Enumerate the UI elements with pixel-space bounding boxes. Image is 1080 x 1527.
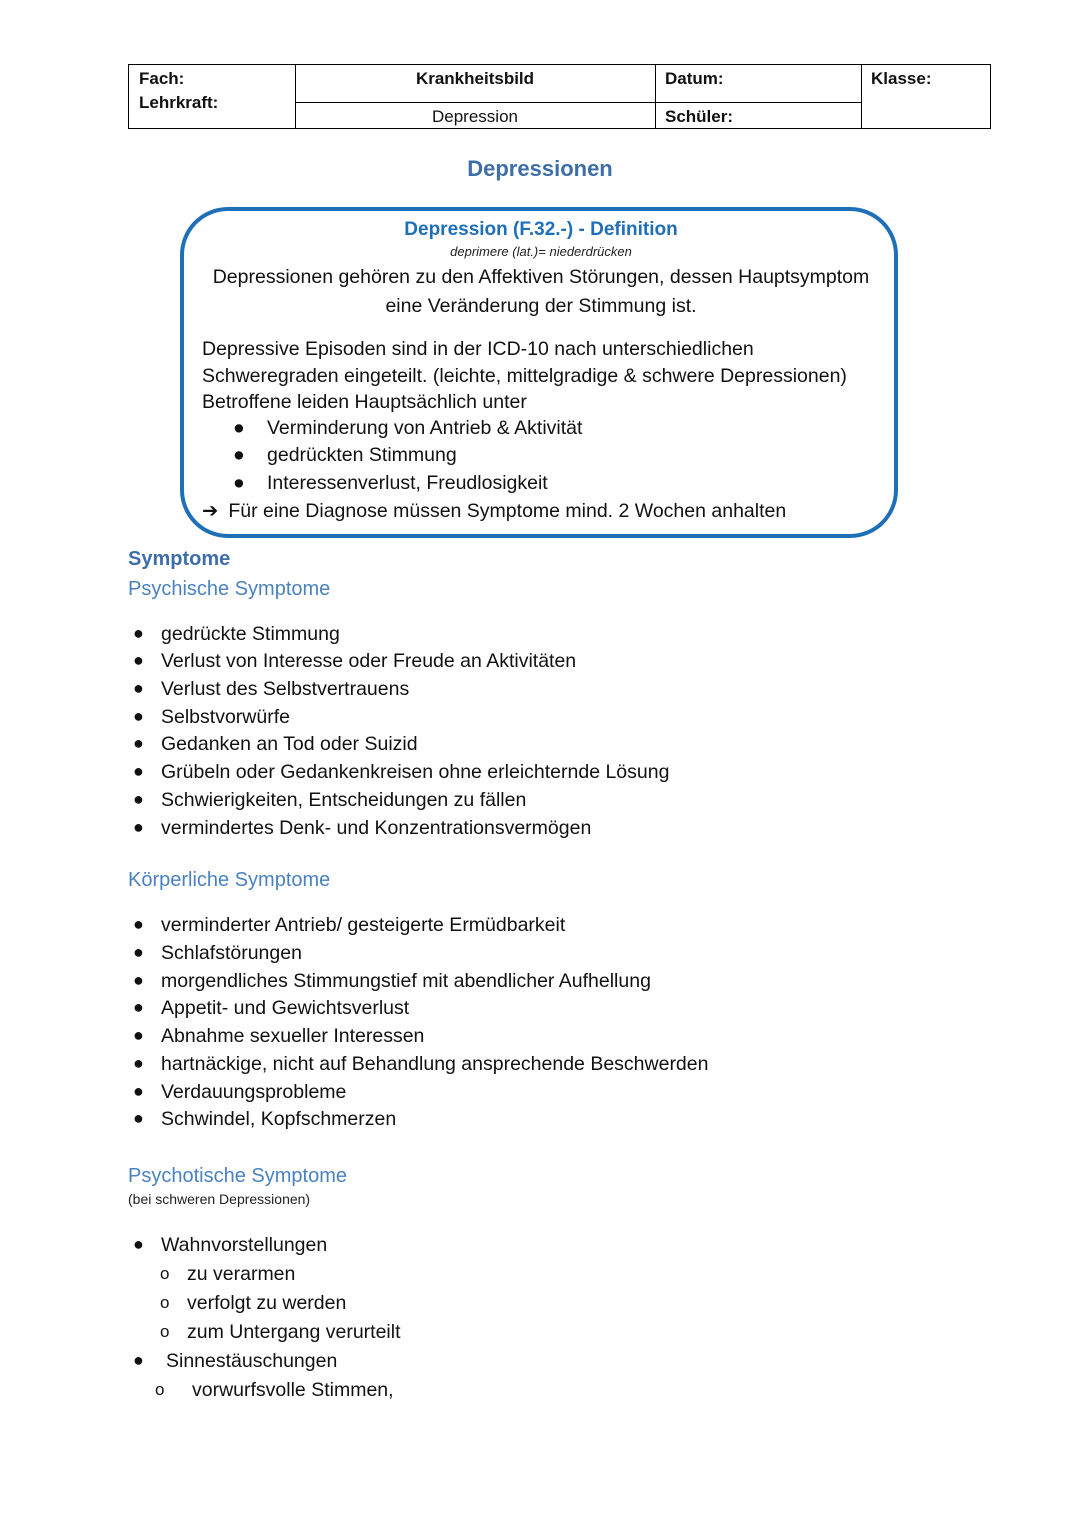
bullet-icon: ●: [133, 761, 144, 781]
list-item: ● morgendliches Stimmungstief mit abendlicher Aufhellung: [161, 968, 651, 994]
list-item: ● Gedanken an Tod oder Suizid: [161, 731, 418, 757]
bullet-icon: ●: [233, 472, 245, 494]
list-item: ● Grübeln oder Gedankenkreisen ohne erleichternde Lösung: [161, 759, 669, 785]
bullet-icon: ●: [133, 733, 144, 753]
bullet-icon: ●: [133, 942, 144, 962]
circle-bullet-icon: o: [160, 1293, 170, 1312]
symptoms-heading: Symptome: [128, 548, 231, 570]
bullet-icon: ●: [133, 1053, 144, 1073]
list-item: ● Verdauungsprobleme: [161, 1079, 346, 1105]
header-divider: [655, 65, 656, 128]
header-divider: [295, 102, 861, 103]
list-item: ● Appetit- und Gewichtsverlust: [161, 995, 409, 1021]
bullet-icon: ●: [233, 444, 245, 466]
bullet-icon: ●: [133, 650, 144, 670]
physical-heading: Körperliche Symptome: [128, 869, 331, 891]
bullet-icon: ●: [133, 1350, 144, 1370]
definition-bullet: ● gedrückten Stimmung: [233, 444, 457, 466]
lehrkraft-label: Lehrkraft:: [139, 93, 219, 112]
definition-bullet: ● Verminderung von Antrieb & Aktivität: [233, 417, 583, 439]
krankheitsbild-label: Krankheitsbild: [415, 69, 535, 88]
bullet-icon: ●: [133, 817, 144, 837]
list-item: o zum Untergang verurteilt: [160, 1321, 401, 1343]
page-title: Depressionen: [467, 156, 613, 181]
datum-label: Datum:: [665, 69, 724, 88]
list-item: o vorwurfsvolle Stimmen,: [155, 1379, 394, 1401]
list-item: o zu verarmen: [160, 1263, 296, 1285]
psychic-heading: Psychische Symptome: [128, 578, 331, 600]
psychotic-note: (bei schweren Depressionen): [128, 1191, 311, 1207]
list-item: ● Wahnvorstellungen: [161, 1232, 327, 1258]
list-item: o verfolgt zu werden: [160, 1292, 347, 1314]
definition-title: Depression (F.32.-) - Definition: [404, 219, 678, 240]
bullet-icon: ●: [133, 706, 144, 726]
schueler-label: Schüler:: [665, 107, 734, 126]
list-item: ● Selbstvorwürfe: [161, 704, 290, 730]
bullet-icon: ●: [133, 997, 144, 1017]
definition-main-line: Depressionen gehören zu den Affektiven Störungen, dessen Hauptsymptom: [212, 266, 870, 288]
definition-body-line: Schweregraden eingeteilt. (leichte, mittelgradige & schwere Depressionen): [202, 364, 847, 387]
bullet-icon: ●: [233, 417, 245, 439]
list-item: ● hartnäckige, nicht auf Behandlung ansprechende Beschwerden: [161, 1051, 708, 1077]
bullet-icon: ●: [133, 914, 144, 934]
header-divider: [861, 65, 862, 128]
klasse-label: Klasse:: [871, 69, 932, 88]
list-item: ● Verlust des Selbstvertrauens: [161, 676, 409, 702]
bullet-icon: ●: [133, 970, 144, 990]
list-item: ● Schwindel, Kopfschmerzen: [161, 1106, 396, 1132]
psychotic-heading: Psychotische Symptome: [128, 1165, 347, 1187]
list-item: ● vermindertes Denk- und Konzentrationsvermögen: [161, 815, 591, 841]
list-item: ● Sinnestäuschungen: [166, 1348, 337, 1374]
list-item: ● gedrückte Stimmung: [161, 621, 340, 647]
definition-conclusion: ➔ Für eine Diagnose müssen Symptome mind. 2 Wochen anhalten: [202, 500, 787, 522]
definition-main-line: eine Veränderung der Stimmung ist.: [385, 295, 697, 317]
fach-label: Fach:: [139, 69, 185, 88]
bullet-icon: ●: [133, 678, 144, 698]
header-table: [128, 64, 991, 129]
bullet-icon: ●: [133, 1108, 144, 1128]
list-item: ● Abnahme sexueller Interessen: [161, 1023, 424, 1049]
list-item: ● verminderter Antrieb/ gesteigerte Ermüdbarkeit: [161, 912, 565, 938]
bullet-icon: ●: [133, 1081, 144, 1101]
definition-body-line: Depressive Episoden sind in der ICD-10 nach unterschiedlichen: [202, 338, 754, 360]
definition-body: [202, 336, 882, 416]
list-item: ● Schwierigkeiten, Entscheidungen zu fällen: [161, 787, 526, 813]
circle-bullet-icon: o: [155, 1380, 165, 1399]
bullet-icon: ●: [133, 623, 144, 643]
krankheitsbild-value: Depression: [432, 107, 518, 126]
bullet-icon: ●: [133, 1234, 144, 1254]
definition-body-line: Betroffene leiden Hauptsächlich unter: [202, 391, 527, 413]
list-item: ● Schlafstörungen: [161, 940, 302, 966]
definition-bullet: ● Interessenverlust, Freudlosigkeit: [233, 472, 548, 494]
circle-bullet-icon: o: [160, 1264, 170, 1283]
definition-main: [180, 263, 902, 321]
list-item: ● Verlust von Interesse oder Freude an Aktivitäten: [161, 648, 576, 674]
bullet-icon: ●: [133, 1025, 144, 1045]
definition-etymology: deprimere (lat.)= niederdrücken: [450, 244, 632, 259]
arrow-right-icon: ➔: [202, 500, 219, 522]
bullet-icon: ●: [133, 789, 144, 809]
circle-bullet-icon: o: [160, 1322, 170, 1341]
